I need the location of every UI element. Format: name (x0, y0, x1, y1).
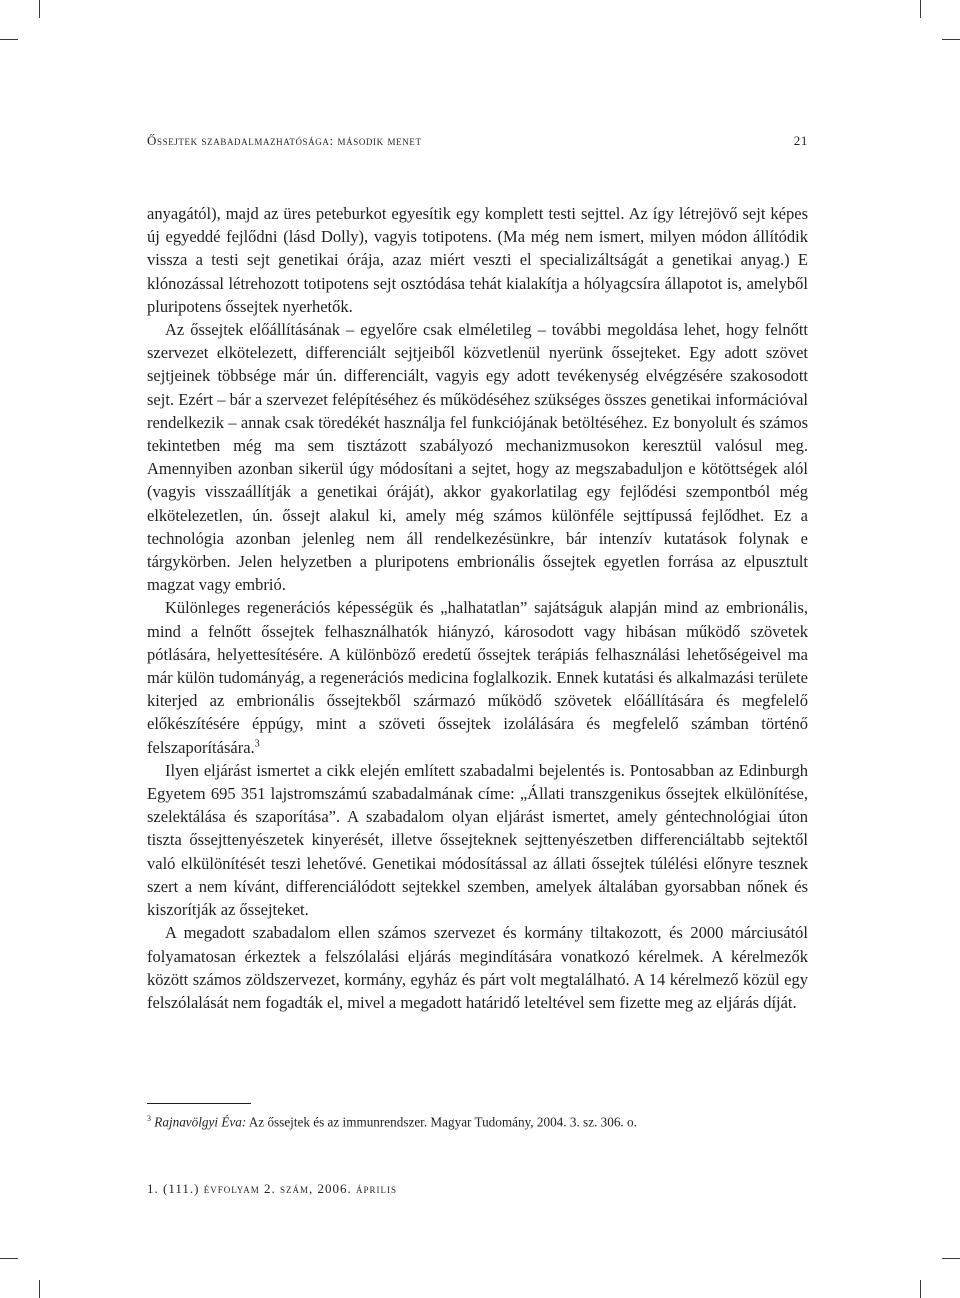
crop-mark-top-right-vertical (920, 0, 921, 18)
page-number: 21 (793, 133, 808, 148)
paragraph-1: anyagától), majd az üres peteburkot egyesítik egy komplett testi sejttel. Az így létrejövő sejt képes új egyeddé fejlődni (lásd Dolly), vagyis totipotens. (Ma még nem ismert, milyen módon állítódik vissza a testi sejt genetikai órája, azaz miért veszti el specializáltságát a genetikai anyag.) E klónozással létrehozott totipotens sejt osztódása tehát kialakítja a hólyagcsíra állapotot is, amelyből pluripotens őssejtek nyerhetők. (147, 204, 808, 316)
crop-mark-top-right-horizontal (942, 39, 960, 40)
running-head-title: Őssejtek szabadalmazhatósága: második menet (147, 133, 422, 148)
crop-mark-bottom-right-horizontal (942, 1258, 960, 1259)
footnote-author: Rajnavölgyi Éva: (154, 1114, 247, 1130)
paragraph-3 (147, 596, 808, 758)
folio: 1. (111.) évfolyam 2. szám, 2006. április (147, 1181, 398, 1196)
crop-mark-top-left-vertical (39, 0, 40, 18)
paragraph-5: A megadott szabadalom ellen számos szervezet és kormány tiltakozott, és 2000 márciusától folyamatosan érkeztek a felszólalási eljárás megindítására vonatkozó kérelmek. A kérelmezők között számos zöldszervezet, kormány, egyház és párt volt megtalálható. A 14 kérelmező közül egy felszólalását nem fogadták el, mivel a megadott határidő leteltével sem fizette meg az eljárás díját. (147, 923, 808, 1012)
footnote-separator (147, 1103, 251, 1104)
crop-mark-bottom-right-vertical (920, 1280, 921, 1298)
footnote-text: Az őssejtek és az immunrendszer. Magyar Tudomány, 2004. 3. sz. 306. o. (246, 1114, 637, 1130)
crop-mark-bottom-left-horizontal (0, 1258, 18, 1259)
crop-mark-top-left-horizontal (0, 39, 18, 40)
crop-mark-bottom-left-vertical (39, 1280, 40, 1298)
article-body (147, 202, 808, 1014)
paragraph-4: Ilyen eljárást ismertet a cikk elején említett szabadalmi bejelentés is. Pontosabban az Edinburgh Egyetem 695 351 lajstromszámú szabadalmának címe: „Állati transzgenikus őssejtek elkülönítése, szelektálása és szaporítása”. A szabadalom olyan eljárást ismertet, amely géntechnológiai úton tiszta őssejttenyészetek kinyerését, illetve őssejteknek sejttenyészetben differenciáltabb sejtektől való elkülönítését teszi lehetővé. Genetikai módosítással az állati őssejtek túlélési előnyre tesznek szert a nem kívánt, differenciálódott sejtekkel szemben, amelyek általában gyorsabban nőnek és kiszorítják az őssejteket. (147, 760, 808, 920)
footnote-marker: 3 (147, 1114, 151, 1123)
paragraph-2: Az őssejtek előállításának – egyelőre csak elméletileg – további megoldása lehet, hogy felnőtt szervezet elkötelezett, differenciált sejtjeiből közvetlenül nyerünk őssejteket. Egy adott szövet sejtjeinek többsége már ún. differenciált, vagyis egy adott tevékenység elvégzésére szakosodott sejt. Ezért – bár a szervezet felépítéséhez és működéséhez szükséges összes genetikai információval rendelkezik – annak csak töredékét használja fel funkciójának betöltéséhez. Ez bonyolult és számos tekintetben még ma sem tisztázott szabályozó mechanizmusokon keresztül valósul meg. Amennyiben azonban sikerül úgy módosítani a sejtet, hogy az megszabaduljon e kötöttségek alól (vagyis visszaállítják a genetikai óráját), akkor gyakorlatilag egy fejlődési szempontból még elkötelezetlen, ún. őssejt alakul ki, amely még számos különféle sejttípussá fejlődhet. Ez a technológia azonban jelenleg nem áll rendelkezésünkre, bár intenzív kutatások folynak e tárgykörben. Jelen helyzetben a pluripotens embrionális őssejtek egyetlen forrása az elpusztult magzat vagy embrió. (147, 320, 808, 595)
footnote-reference[interactable]: 3 (254, 738, 260, 750)
footnote (147, 1110, 808, 1131)
paragraph-3-text: Különleges regenerációs képességük és „halhatatlan” sajátságuk alapján mind az embrionális, mind a felnőtt őssejtek felhasználhatók hiányzó, károsodott vagy hibásan működő szövetek pótlására, helyettesítésére. A különböző eredetű őssejtek terápiás felhasználási lehetőségeivel ma már külön tudományág, a regenerációs medicina foglalkozik. Ennek kutatási és alkalmazási területe kiterjed az embrionális őssejtekből származó működő szövetek előállítására és megfelelő előkészítésére éppúgy, mint a szöveti őssejtek izolálására és megfelelő számban történő felszaporítására. (147, 598, 808, 757)
